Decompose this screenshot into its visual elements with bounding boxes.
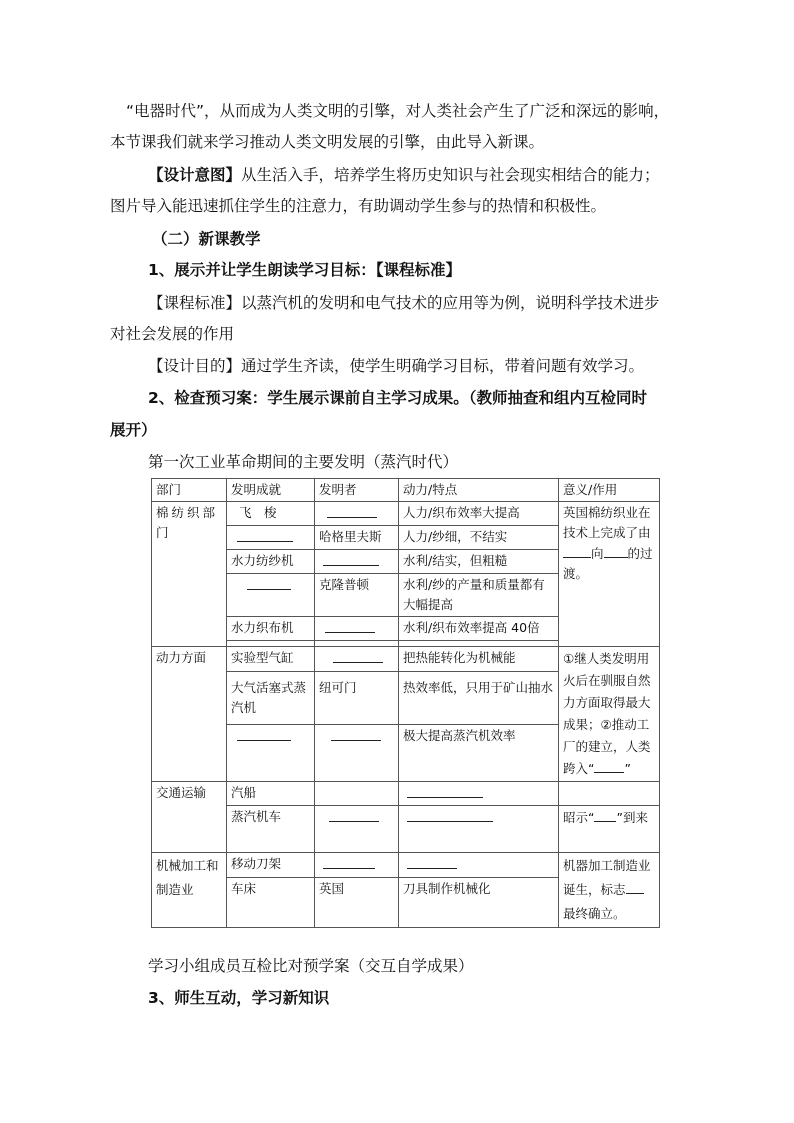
text: 的过渡。	[563, 546, 653, 581]
paragraph-line	[0, 130, 794, 154]
table-header-row	[152, 479, 660, 502]
blank-cell	[399, 806, 559, 853]
paragraph-line	[0, 418, 794, 442]
table-row	[152, 806, 660, 853]
empty-cell	[315, 782, 399, 806]
blank-cell	[315, 550, 399, 574]
header-cell: 发明成就	[227, 479, 315, 502]
invention-cell: 水力纺纱机	[227, 550, 315, 574]
inventor-cell: 克隆普顿	[315, 574, 399, 617]
fill-blank	[604, 543, 628, 558]
text: ①继人类发明用火后在驯服自然力方面取得最大成果；②推动工厂的建立，人类跨入“	[563, 651, 651, 776]
feature-cell: 极大提高蒸汽机效率	[399, 725, 559, 782]
text: 最终确立。	[563, 906, 626, 921]
text: 3、师生互动，学习新知识	[148, 989, 330, 1007]
feature-cell: 刀具制作机械化	[399, 878, 559, 928]
fill-blank	[407, 783, 483, 798]
blank-cell	[315, 806, 399, 853]
text: 英国棉纺织业在技术上完成了由	[563, 505, 651, 540]
blank-cell	[315, 725, 399, 782]
blank-cell	[399, 782, 559, 806]
paragraph-line	[0, 258, 794, 282]
inventor-cell: 英国	[315, 878, 399, 928]
blank-cell	[315, 853, 399, 878]
paragraph-line	[0, 194, 794, 218]
text: 展开）	[110, 421, 157, 439]
invention-cell: 水力织布机	[227, 617, 315, 641]
text: 从生活入手，培养学生将历史知识与社会现实相结合的能力；	[241, 166, 660, 184]
table-caption	[0, 450, 794, 474]
blank-cell	[227, 526, 315, 550]
feature-cell: 水利/织布效率提高 40倍	[399, 617, 559, 641]
fill-blank	[331, 726, 381, 741]
paragraph-line	[0, 954, 794, 978]
inventor-cell: 哈格里夫斯	[315, 526, 399, 550]
fill-blank	[329, 807, 379, 822]
header-cell: 发明者	[315, 479, 399, 502]
fill-blank	[237, 527, 293, 542]
text: 【课程标准】以蒸汽机的发明和电气技术的应用等为例，说明科学技术进步	[148, 294, 660, 312]
text: 2、检查预习案：学生展示课前自主学习成果。（教师抽查和组内互检同时	[148, 389, 648, 407]
fill-blank	[325, 618, 375, 633]
text: 本节课我们就来学习推动人类文明发展的引擎，由此导入新课。	[110, 133, 545, 151]
invention-cell: 蒸汽机车	[227, 806, 315, 853]
meaning-cell	[559, 502, 660, 647]
table-row	[152, 782, 660, 806]
fill-blank	[626, 879, 644, 894]
text: ”	[624, 761, 631, 776]
dept-cell: 交通运输	[152, 782, 227, 853]
fill-blank	[407, 807, 493, 822]
fill-blank	[247, 575, 291, 590]
bold-text: 1、展示并让学生朗读学习目标：	[148, 261, 376, 279]
fill-blank	[323, 854, 375, 869]
text: 学习小组成员互检比对预学案（交互自学成果）	[148, 957, 474, 975]
blank-cell	[315, 617, 399, 641]
table-row	[152, 853, 660, 878]
paragraph-line	[0, 163, 794, 187]
invention-cell: 车床	[227, 878, 315, 928]
feature-cell: 人力/织布效率大提高	[399, 502, 559, 526]
meaning-cell	[559, 806, 660, 853]
text: 对社会发展的作用	[110, 325, 235, 343]
empty-cell	[559, 782, 660, 806]
text: 向	[591, 546, 604, 561]
text: ”到来	[616, 810, 648, 825]
feature-cell: 人力/纱细，不结实	[399, 526, 559, 550]
feature-cell: 水利/纱的产量和质量都有大幅提高	[399, 574, 559, 617]
text: （二）新课教学	[152, 230, 261, 248]
feature-cell: 水利/结实，但粗糙	[399, 550, 559, 574]
bold-text: 【设计意图】	[148, 166, 242, 184]
blank-cell	[315, 502, 399, 526]
fill-blank	[323, 551, 379, 566]
fill-blank	[407, 854, 457, 869]
header-cell: 意义/作用	[559, 479, 660, 502]
paragraph-line	[0, 99, 794, 123]
inventions-table-wrapper	[151, 478, 659, 928]
meaning-cell	[559, 647, 660, 782]
blank-cell	[399, 853, 559, 878]
fill-blank	[237, 726, 291, 741]
paragraph-line	[0, 386, 794, 410]
fill-blank	[594, 807, 616, 822]
fill-blank	[333, 648, 383, 663]
text: 昭示“	[563, 810, 595, 825]
inventor-cell: 纽可门	[315, 671, 399, 725]
inventions-table	[151, 478, 660, 928]
meaning-cell	[559, 853, 660, 928]
table-row	[152, 502, 660, 526]
invention-cell: 汽船	[227, 782, 315, 806]
bold-text: 【课程标准】	[375, 261, 462, 279]
fill-blank	[594, 758, 624, 773]
header-cell: 部门	[152, 479, 227, 502]
invention-cell: 移动刀架	[227, 853, 315, 878]
text: “电器时代”，从而成为人类文明的引擎，对人类社会产生了广泛和深远的影响，	[126, 102, 670, 120]
section-heading	[0, 227, 794, 251]
fill-blank	[563, 543, 591, 558]
table-row	[152, 647, 660, 672]
invention-cell: 大气活塞式蒸汽机	[227, 671, 315, 725]
section-heading	[0, 986, 794, 1010]
fill-blank	[327, 503, 377, 518]
dept-cell: 动力方面	[152, 647, 227, 782]
text: 图片导入能迅速抓住学生的注意力，有助调动学生参与的热情和积极性。	[110, 197, 607, 215]
paragraph-line	[0, 291, 794, 315]
invention-cell: 飞 梭	[227, 502, 315, 526]
dept-cell: 机械加工和制造业	[152, 853, 227, 928]
text: 【设计目的】通过学生齐读，使学生明确学习目标，带着问题有效学习。	[148, 357, 645, 375]
feature-cell: 把热能转化为机械能	[399, 647, 559, 672]
paragraph-line	[0, 322, 794, 346]
header-cell: 动力/特点	[399, 479, 559, 502]
feature-cell: 热效率低，只用于矿山抽水	[399, 671, 559, 725]
dept-cell: 棉纺织部门	[152, 502, 227, 647]
invention-cell: 实验型气缸	[227, 647, 315, 672]
blank-cell	[315, 647, 399, 672]
paragraph-line	[0, 354, 794, 378]
text: 第一次工业革命期间的主要发明（蒸汽时代）	[148, 453, 459, 471]
blank-cell	[227, 725, 315, 782]
blank-cell	[227, 574, 315, 617]
text: 机器加工制造业诞生，标志	[563, 858, 651, 897]
